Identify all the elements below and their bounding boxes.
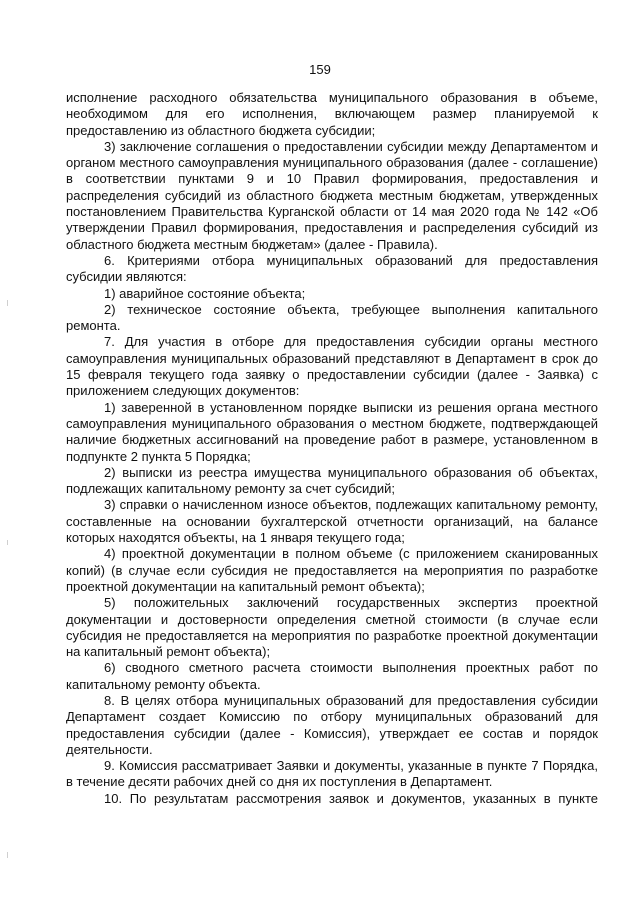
paragraph-6-criteria: 6. Критериями отбора муниципальных образований для предоставления субсидии являются:: [66, 252, 598, 285]
paragraph-10-results: 10. По результатам рассмотрения заявок и документов, указанных в пункте: [104, 790, 598, 806]
paragraph-item-3-agreement: 3) заключение соглашения о предоставлении субсидии между Департаментом и органом местного самоуправления муниципального образования (далее - соглашение) в соответствии пунктами 9 и 10 Правил формирования, предоставления и распределения субсидий из областного бюджета местным бюджетам, утвержденных постановлением Правительства Курганской области от 14 мая 2020 года № 142 «Об утверждении Правил формирования, предоставления и распределения субсидий из областного бюджета местным бюджетам» (далее - Правила).: [66, 138, 598, 252]
paragraph-8-commission: 8. В целях отбора муниципальных образований для предоставления субсидии Департамент создает Комиссию по отбору муниципальных образований для предоставления субсидии (далее - Комиссия), утверждает ее состав и порядок деятельности.: [66, 692, 598, 757]
paragraph-document-item-5: 5) положительных заключений государственных экспертиз проектной документации и достоверности определения сметной стоимости (в случае если субсидия не предоставляется на мероприятия по разработке проектной документации на капитальный ремонт объекта);: [66, 595, 598, 660]
paragraph-criteria-item-2: 2) техническое состояние объекта, требующее выполнения капитального ремонта.: [66, 301, 598, 334]
document-body: [66, 90, 598, 807]
scan-margin-mark: [7, 852, 8, 858]
paragraph-document-item-4: 4) проектной документации в полном объеме (с приложением сканированных копий) (в случае если субсидия не предоставляется на мероприятия по разработке проектной документации на капитальный ремонт объекта);: [66, 546, 598, 594]
paragraph-document-item-1: 1) заверенной в установленном порядке выписки из решения органа местного самоуправления муниципального образования о местном бюджете, подтверждающей наличие бюджетных ассигнований на проведение работ в размере, установленном в подпункте 2 пункта 5 Порядка;: [66, 399, 598, 464]
paragraph-7-application: 7. Для участия в отборе для предоставления субсидии органы местного самоуправления муниципальных образований представляют в Департамент в срок до 15 февраля текущего года заявку о предоставлении субсидии (далее - Заявка) с приложением следующих документов:: [66, 334, 598, 399]
paragraph-document-item-2: 2) выписки из реестра имущества муниципального образования об объектах, подлежащих капитальному ремонту за счет субсидий;: [66, 464, 598, 497]
paragraph-criteria-item-1: 1) аварийное состояние объекта;: [104, 285, 306, 301]
scan-margin-mark: [7, 300, 8, 306]
paragraph-continuation: исполнение расходного обязательства муниципального образования в объеме, необходимом для его исполнения, включающем размер планируемой к предоставлению из областного бюджета субсидии;: [66, 90, 598, 138]
page-number: 159: [309, 62, 331, 77]
scan-margin-mark: [7, 540, 8, 545]
paragraph-document-item-6: 6) сводного сметного расчета стоимости выполнения проектных работ по капитальному ремонту объекта.: [66, 660, 598, 692]
paragraph-document-item-3: 3) справки о начисленном износе объектов, подлежащих капитальному ремонту, составленные на основании бухгалтерской отчетности организаций, на балансе которых находятся объекты, на 1 января текущего года;: [66, 497, 598, 546]
paragraph-9-review: 9. Комиссия рассматривает Заявки и документы, указанные в пункте 7 Порядка, в течение десяти рабочих дней со дня их поступления в Департамент.: [66, 758, 598, 790]
